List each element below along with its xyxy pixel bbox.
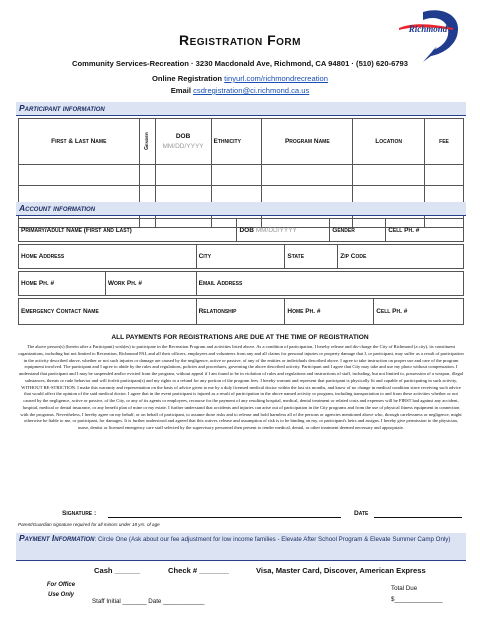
dob-cell[interactable] (155, 165, 211, 186)
office-label-line1: For Office (46, 582, 76, 588)
date-label: Date (354, 510, 369, 517)
col-gender-header (139, 119, 155, 165)
payment-due-notice: ALL PAYMENTS FOR REGISTRATIONS ARE DUE AT THE TIME OF REGISTRATION (111, 334, 369, 341)
name-cell[interactable] (19, 165, 140, 186)
emergency-cell-phone-field[interactable]: Cell Ph. # (374, 299, 464, 325)
online-registration (0, 74, 480, 83)
dob-label: DOB (175, 132, 191, 140)
gender-cell[interactable] (139, 165, 155, 186)
state-field[interactable]: State (285, 245, 338, 269)
online-registration-link[interactable]: tinyurl.com/richmondrecreation (224, 74, 328, 83)
online-label: Online Registration (152, 74, 223, 83)
total-due-label: Total Due (391, 585, 418, 592)
staff-initial-line[interactable]: Staff Initial _______ Date ____________ (92, 598, 205, 605)
signature-label: Signature : (62, 510, 97, 517)
account-section-heading: Account information (16, 202, 466, 216)
logo-text: Richmond (408, 24, 448, 34)
pay-check-option[interactable]: Check # _______ (168, 566, 229, 575)
page-title: Registration Form (179, 32, 301, 48)
ethnicity-cell[interactable] (211, 165, 262, 186)
home-phone-field[interactable]: Home Ph. # (19, 272, 106, 296)
email-line (0, 86, 480, 95)
richmond-logo (393, 6, 465, 62)
zip-field[interactable]: Zip Code (338, 245, 464, 269)
office-use-label (38, 580, 84, 600)
logo-swoosh-icon (393, 6, 465, 62)
work-phone-field[interactable]: Work Ph. # (105, 272, 196, 296)
total-due-line[interactable]: $______________ (391, 596, 443, 603)
date-line[interactable] (374, 517, 462, 518)
account-dob-placeholder: MM/DD/YYYY (255, 226, 297, 234)
col-fee-header: fee (425, 119, 464, 165)
account-table-row3 (18, 271, 464, 296)
payment-heading-hint: : Circle One (Ask about our fee adjustment for low income families - Elevate After School Program & Elevate Summer Camp Only) (94, 536, 451, 543)
fee-cell[interactable] (425, 165, 464, 186)
relationship-field[interactable]: Relationship (196, 299, 285, 325)
col-name-header: First & Last Name (19, 119, 140, 165)
account-dob-field[interactable] (237, 219, 330, 242)
email-link[interactable]: csdregistration@ci.richmond.ca.us (193, 86, 310, 95)
waiver-text: The above person(s) (herein after a Participant) wish(es) to participate in the Recreation Program and activities listed above. As a condition of participation, I hereby release and dis-charge the City of Richmond (a city), its constituent organizations, including but not limited to Recreation, Richmond PAL and all their officers, employees and volunteers from any and all claims for personal injuries or property damage that I, or participant, may suffer as a result of participation in the activity described above, whether or not such injuries or damage are caused by the negligence, active or passive, of any of the entities or individuals described above. I agree to take instruction on proper use and care of the program equipment involved. The participant and I agree to abide by the rules and regulations, policies and procedures, governing the above described activity. Participant and I agree that City may take and use my photo without compensation. I understand that participant and I may be suspended and/or evicted from the program, without appeal if I am found to be in violation of rules and regulations and instructions of staff, including, but not limited to, possession of a weapon, illegal substances, threats or rude behavior and will forfeit participant(s) and my rights to a refund for any portion of the program fees. I hereby warrant and represent that participant is physically fit and capable of participating in such activity, WITHOUT RE-STRICTION. I make this warranty and representation on the basis of advice given to me by a duly licensed medical doctor within the last six months, and know of no change in medical condition since receiving such advice that would affect the opinion of the said medical doctor. I agree that in the event participant is injured as a result of participation in the above named activity or program, including transportation to and from these activities whether or not caused by the negligence, active or passive, of the City, or any of its agents or employees, recourse for the payment of any resulting hospital, medical, dental treatment or related costs and expenses will be FIRST had against any accident, hospital, medical or dental insurance, or any benefit plan of mine or my estate. I further understand that accidents and injuries can arise out of participation in the City programs and from the use of physical fitness equipment in connection with the programs. Nevertheless, I hereby agree on my behalf, or on behalf of participant, to assume those risks and to release and hold harmless all of the persons or agencies mentioned above who, through carelessness or negligence, might otherwise be liable to me, or participant, for damages. It is further understood and agreed that this waiver, release and assumption of risk is to be binding on my, or participant's heirs and assigns. I hereby give permission to the physician, nurse, dentist or licensed emergency care staff selected by the supervisory personnel then present to render medical, dental, or other treatment deemed necessary and appropriate. (18, 344, 464, 430)
signature-note: Parent/Guardian signature required for all minors under 18 yrs. of age (18, 522, 160, 527)
signature-line[interactable] (108, 517, 341, 518)
payment-section-heading (16, 533, 466, 561)
col-location-header: Location (353, 119, 425, 165)
participant-header-row (19, 119, 464, 165)
col-ethnicity-header: Ethnicity (211, 119, 262, 165)
location-cell[interactable] (353, 165, 425, 186)
account-gender-field[interactable]: Gender (330, 219, 386, 242)
emergency-contact-field[interactable]: Emergency Contact Name (19, 299, 197, 325)
office-label-line2: Use Only (47, 592, 74, 598)
participant-section-heading: Participant information (16, 102, 466, 116)
cell-phone-field[interactable]: Cell Ph. # (386, 219, 464, 242)
gender-label: Gender (144, 131, 151, 150)
payment-heading-title: Payment Information (19, 533, 95, 543)
email-address-field[interactable]: Email Address (196, 272, 463, 296)
participant-row (19, 165, 464, 186)
home-address-field[interactable]: Home Address (19, 245, 197, 269)
col-program-header: Program Name (262, 119, 353, 165)
office-address: Community Services-Recreation · 3230 Macdonald Ave, Richmond, CA 94801 · (510) 620-6793 (72, 59, 408, 68)
account-dob-label: DOB (239, 226, 254, 234)
city-field[interactable]: City (196, 245, 285, 269)
account-table-row4 (18, 298, 464, 325)
col-dob-header (155, 119, 211, 165)
pay-card-option[interactable]: Visa, Master Card, Discover, American Express (256, 566, 426, 575)
pay-cash-option[interactable]: Cash ______ (94, 566, 141, 575)
account-table-row1 (18, 218, 464, 242)
account-table-row2 (18, 244, 464, 269)
email-label: Email (170, 86, 191, 95)
primary-name-field[interactable]: Primary/Adult Name (First and Last) (19, 219, 237, 242)
program-cell[interactable] (262, 165, 353, 186)
emergency-home-phone-field[interactable]: Home Ph. # (285, 299, 374, 325)
dob-placeholder: MM/DD/YYYY (162, 142, 204, 150)
total-due (391, 583, 443, 605)
